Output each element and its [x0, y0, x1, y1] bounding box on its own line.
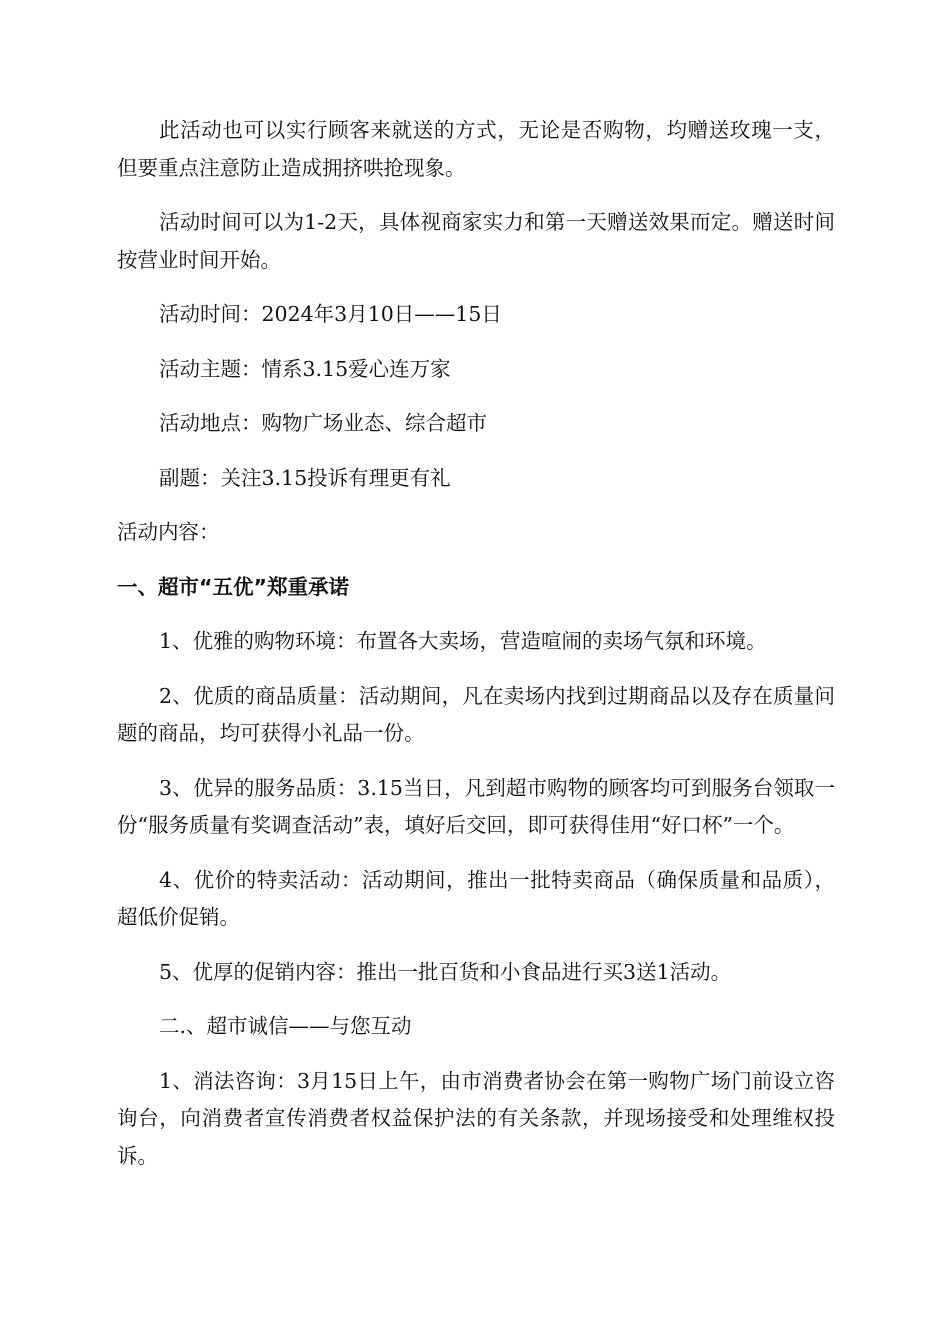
- list-item-consultation: 1、消法咨询：3月15日上午，由市消费者协会在第一购物广场门前设立咨询台，向消费者宣传消费者权益保护法的有关条款，并现场接受和处理维权投诉。: [117, 1068, 835, 1168]
- list-item-environment: 1、优雅的购物环境：布置各大卖场，营造喧闹的卖场气氛和环境。: [159, 629, 767, 653]
- activity-content-label: 活动内容：: [117, 520, 220, 544]
- list-item-special-sale: 4、优价的特卖活动：活动期间，推出一批特卖商品（确保质量和品质），超低价促销。: [117, 867, 835, 929]
- section-heading-integrity: 二.、超市诚信——与您互动: [159, 1014, 412, 1038]
- list-item-service: 3、优异的服务品质：3.15当日，凡到超市购物的顾客均可到服务台领取一份“服务质量有奖调查活动”表，填好后交回，即可获得佳用“好口杯”一个。: [117, 775, 835, 837]
- paragraph-activity-duration: 活动时间可以为1-2天，具体视商家实力和第一天赠送效果而定。赠送时间按营业时间开始。: [117, 210, 835, 272]
- activity-time: 活动时间：2024年3月10日——15日: [159, 302, 502, 326]
- section-heading-five-excellences: 一、超市“五优”郑重承诺: [117, 574, 349, 599]
- list-item-quality: 2、优质的商品质量：活动期间，凡在卖场内找到过期商品以及存在质量问题的商品，均可获得小礼品一份。: [117, 683, 835, 745]
- paragraph-rose-gift: 此活动也可以实行顾客来就送的方式，无论是否购物，均赠送玫瑰一支，但要重点注意防止造成拥挤哄抢现象。: [117, 118, 835, 180]
- list-item-promotion: 5、优厚的促销内容：推出一批百货和小食品进行买3送1活动。: [159, 959, 732, 984]
- activity-subtitle: 副题：关注3.15投诉有理更有礼: [159, 465, 451, 490]
- activity-theme: 活动主题：情系3.15爱心连万家: [159, 356, 451, 381]
- document-page: [117, 112, 835, 1192]
- activity-location: 活动地点：购物广场业态、综合超市: [159, 411, 487, 435]
